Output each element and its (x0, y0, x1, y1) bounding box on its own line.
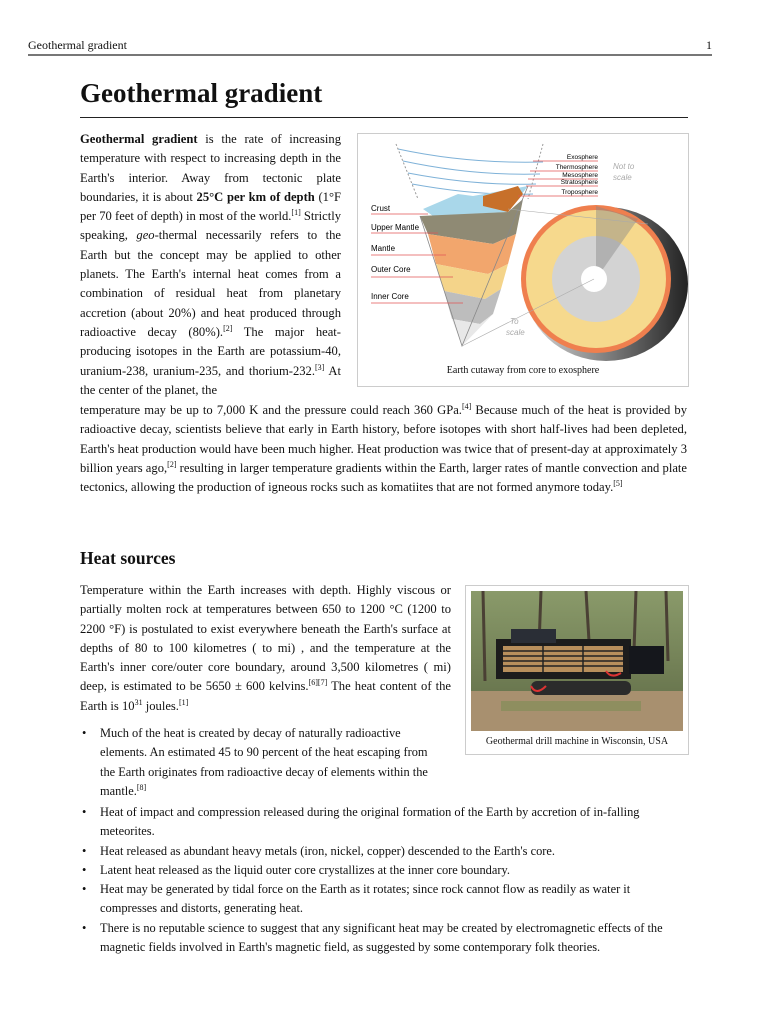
svg-text:Inner Core: Inner Core (371, 292, 409, 301)
svg-text:Outer Core: Outer Core (371, 265, 411, 274)
running-header (28, 38, 712, 56)
citation-link[interactable]: [5] (613, 479, 623, 489)
page-title: Geothermal gradient (80, 78, 323, 108)
svg-text:Upper Mantle: Upper Mantle (371, 223, 420, 232)
svg-text:Crust: Crust (371, 204, 391, 213)
heat-sources-list (80, 803, 690, 957)
list-item: • Much of the heat is created by decay of naturally radioactive elements. An estimated 45 to 90 percent of the heat escaping from the Earth originates from radioactive decay of elements within the mantle.[8] (80, 724, 445, 801)
citation-link[interactable]: [6][7] (308, 678, 328, 688)
list-item: • There is no reputable science to suggest that any significant heat may be created by electromagnetic effects of the magnetic fields involved in Earth's magnetic field, as suggested by some contemporary folk theories. (80, 919, 690, 958)
heat-sources-paragraph: Temperature within the Earth increases with depth. Highly viscous or partially molten rock at temperatures between 650 to 1200 °C (1200 to 2200 °F) is postulated to exist everywhere beneath the Earth's surface at depths of 80 to 100 kilometres ( to mi) , and the temperature at the Earth's inner core/outer core boundary, around 3,500 kilometres ( mi) deep, is estimated to be 5650 ± 600 kelvins.[6][7] The heat content of the Earth is $10^{31}$ joules.[1] (80, 583, 452, 713)
figure-drill-machine (465, 585, 689, 755)
svg-text:scale: scale (613, 173, 632, 182)
earth-cutaway-diagram (358, 134, 688, 362)
svg-text:Exosphere: Exosphere (566, 154, 598, 161)
intro-paragraph-continued: temperature may be up to 7,000 K and the pressure could reach 360 GPa.[4] Because much of the heat is provided by radioactive decay, scientists believe that early in Earth history, before isotopes with short half-lives had been depleted, Earth's heat production would have been much higher. Heat production was twice that of present-day at approximately 3 billion years ago,[2] resulting in larger temperature gradients within the Earth, larger rates of mantle convection and plate tectonics, allowing the production of igneous rocks such as komatiites that are not formed anymore today.[5] (80, 402, 687, 495)
list-item: • Latent heat released as the liquid outer core crystallizes at the inner core boundary. (80, 861, 690, 880)
title-divider (80, 117, 688, 118)
svg-text:Mesosphere: Mesosphere (562, 172, 598, 179)
drill-machine-photo (471, 591, 683, 731)
svg-text:Troposphere: Troposphere (561, 189, 598, 196)
citation-link[interactable]: [8] (136, 782, 147, 792)
citation-link[interactable]: [2] (223, 323, 233, 333)
svg-text:Stratosphere: Stratosphere (560, 179, 598, 186)
citation-link[interactable]: [3] (314, 362, 325, 372)
svg-text:scale: scale (506, 328, 525, 337)
svg-text:Not to: Not to (613, 162, 635, 171)
page-number: 1 (706, 38, 712, 52)
citation-link[interactable]: [1] (291, 208, 301, 218)
svg-text:Thermosphere: Thermosphere (555, 164, 598, 171)
citation-link[interactable]: [1] (178, 697, 189, 707)
svg-text:To: To (510, 317, 519, 326)
lead-term: Geothermal gradient (80, 132, 198, 146)
intro-paragraph: Geothermal gradient is the rate of increasing temperature with respect to increasing depth in the Earth's interior. Away from tectonic plate boundaries, it is about 25°C per km of depth (1°F per 70 feet of depth) in most of the world.[1] Strictly speaking, geo-thermal necessarily refers to the Earth but the concept may be applied to other planets. The Earth's internal heat comes from a combination of residual heat from planetary accretion (about 20%) and heat produced through radioactive decay (80%).[2] The major heat-producing isotopes in the Earth are potassium-40, uranium-238, uranium-235, and thorium-232.[3] At the center of the planet, the (80, 132, 341, 397)
section-heading-heat-sources: Heat sources (80, 548, 176, 568)
heat-sources-list-top (80, 724, 445, 801)
citation-link[interactable]: [2] (167, 459, 177, 469)
figure-earth-cutaway (357, 133, 689, 387)
figure-caption: Earth cutaway from core to exosphere (446, 365, 600, 376)
list-item: • Heat released as abundant heavy metals (iron, nickel, copper) descended to the Earth's core. (80, 842, 690, 861)
running-header-title: Geothermal gradient (28, 38, 127, 52)
svg-text:Mantle: Mantle (371, 244, 396, 253)
list-item: • Heat of impact and compression released during the original formation of the Earth by accretion of in-falling meteorites. (80, 803, 690, 842)
list-item: • Heat may be generated by tidal force on the Earth as it rotates; since rock cannot flow as readily as water it compresses and distorts, generating heat. (80, 880, 690, 919)
gradient-value: 25°C per km of depth (196, 189, 315, 204)
citation-link[interactable]: [4] (461, 402, 472, 411)
figure-caption: Geothermal drill machine in Wisconsin, USA (485, 736, 669, 747)
